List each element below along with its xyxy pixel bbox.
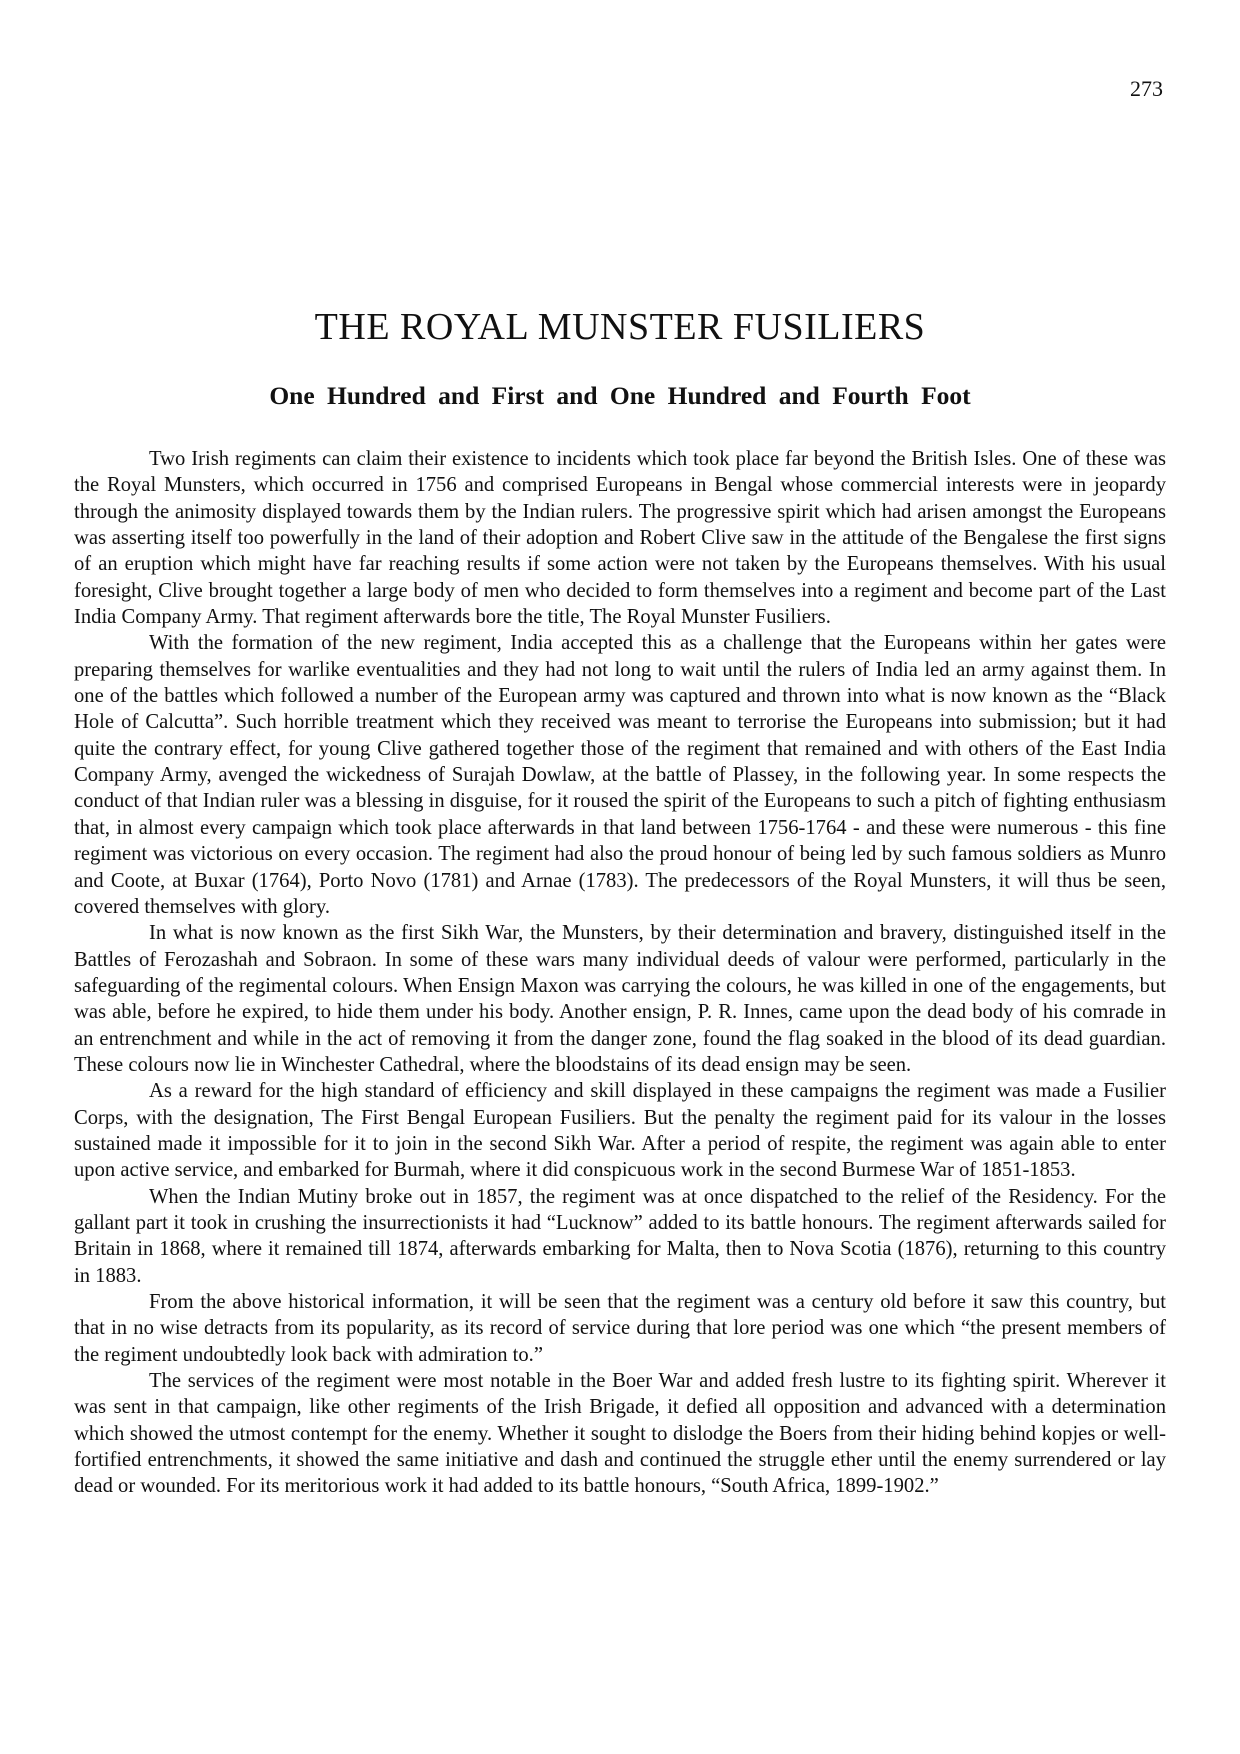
paragraph: Two Irish regiments can claim their existence to incidents which took place far beyond the British Isles. One of these was the Royal Munsters, which occurred in 1756 and comprised Europeans in Bengal whose commercial interests were in jeopardy through the animosity displayed towards them by the Indian rulers. The progressive spirit which had arisen amongst the Europeans was asserting itself too powerfully in the land of their adoption and Robert Clive saw in the attitude of the Bengalese the first signs of an eruption which might have far reaching results if some action were not taken by the Europeans themselves. With his usual foresight, Clive brought together a large body of men who decided to form themselves into a regiment and become part of the Last India Company Army. That regiment afterwards bore the title, The Royal Munster Fusiliers. [74, 448, 1166, 629]
page-subtitle: One Hundred and First and One Hundred and Fourth Foot [269, 381, 971, 410]
paragraph: When the Indian Mutiny broke out in 1857, the regiment was at once dispatched to the relief of the Residency. For the gallant part it took in crushing the insurrectionists it had “Lucknow” added to its battle honours. The regiment afterwards sailed for Britain in 1868, where it remained till 1874, afterwards embarking for Malta, then to Nova Scotia (1876), returning to this country in 1883. [74, 1185, 1166, 1287]
paragraph: The services of the regiment were most notable in the Boer War and added fresh lustre to its fighting spirit. Wherever it was sent in that campaign, like other regiments of the Irish Brigade, it defied all opposition and advanced with a determination which showed the utmost contempt for the enemy. Whether it sought to dislodge the Boers from their hiding behind kopjes or well-fortified entrenchments, it showed the same initiative and dash and continued the struggle ether until the enemy surrendered or lay dead or wounded. For its meritorious work it had added to its battle honours, “South Africa, 1899-1902.” [74, 1370, 1166, 1498]
paragraph: As a reward for the high standard of efficiency and skill displayed in these campaigns the regiment was made a Fusilier Corps, with the designation, The First Bengal European Fusiliers. But the penalty the regiment paid for its valour in the losses sustained made it impossible for it to join in the second Sikh War. After a period of respite, the regiment was again able to enter upon active service, and embarked for Burmah, where it did conspicuous work in the second Burmese War of 1851-1853. [74, 1080, 1166, 1182]
page-title: THE ROYAL MUNSTER FUSILIERS [314, 306, 926, 348]
page-number: 273 [1130, 76, 1163, 101]
paragraph: With the formation of the new regiment, India accepted this as a challenge that the Europeans within her gates were preparing themselves for warlike eventualities and they had not long to wait until the rulers of India led an army against them. In one of the battles which followed a number of the European army was captured and thrown into what is now known as the “Black Hole of Calcutta”. Such horrible treatment which they received was meant to terrorise the Europeans into submission; but it had quite the contrary effect, for young Clive gathered together those of the regiment that remained and with others of the East India Company Army, avenged the wickedness of Surajah Dowlaw, at the battle of Plassey, in the following year. In some respects the conduct of that Indian ruler was a blessing in disguise, for it roused the spirit of the Europeans to such a pitch of fighting enthusiasm that, in almost every campaign which took place afterwards in that land between 1756-1764 - and these were numerous - this fine regiment was victorious on every occasion. The regiment had also the proud honour of being led by such famous soldiers as Munro and Coote, at Buxar (1764), Porto Novo (1781) and Arnae (1783). The predecessors of the Royal Munsters, it will thus be seen, covered themselves with glory. [74, 632, 1166, 918]
paragraph: In what is now known as the first Sikh War, the Munsters, by their determination and bravery, distinguished itself in the Battles of Ferozashah and Sobraon. In some of these wars many individual deeds of valour were performed, particularly in the safeguarding of the regimental colours. When Ensign Maxon was carrying the colours, he was killed in one of the engagements, but was able, before he expired, to hide them under his body. Another ensign, P. R. Innes, came upon the dead body of his comrade in an entrenchment and while in the act of removing it from the danger zone, found the flag soaked in the blood of its dead guardian. These colours now lie in Winchester Cathedral, where the bloodstains of its dead ensign may be seen. [74, 922, 1166, 1076]
paragraph: From the above historical information, it will be seen that the regiment was a century old before it saw this country, but that in no wise detracts from its popularity, as its record of service during that lore period was one which “the present members of the regiment undoubtedly look back with admiration to.” [74, 1291, 1166, 1366]
article-body [74, 446, 1166, 1500]
